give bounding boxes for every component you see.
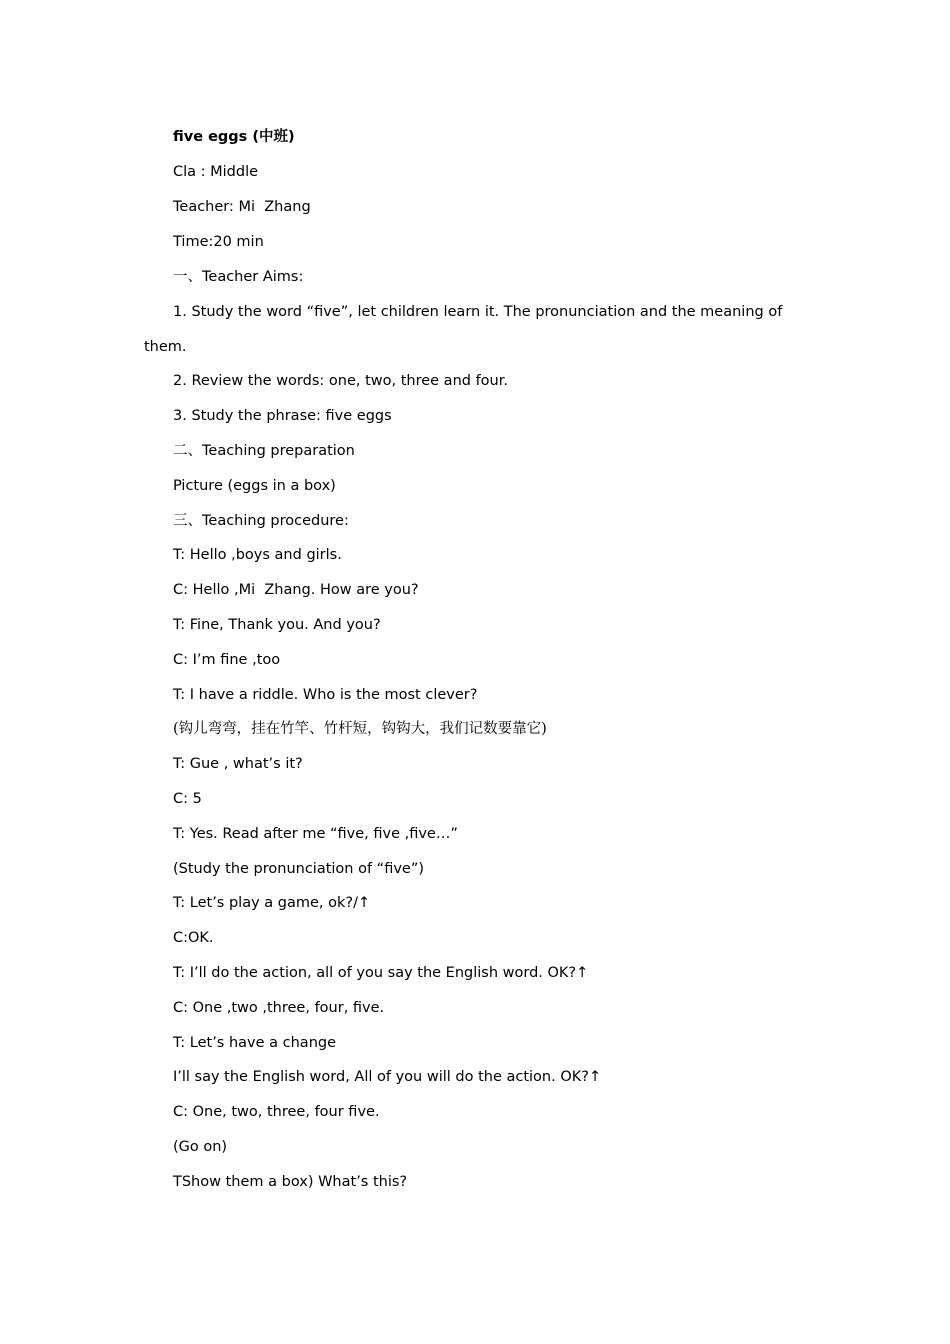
- dialogue-line: C: Hello ,Mi Zhang. How are you?: [173, 582, 419, 598]
- aim-item-2: 2. Review the words: one, two, three and four.: [173, 373, 508, 389]
- document-title: five eggs (中班): [173, 129, 295, 145]
- riddle-text: (钩儿弯弯，挂在竹竿、竹杆短，钩钩大，我们记数要靠它): [173, 721, 547, 737]
- dialogue-line: C: One, two, three, four five.: [173, 1104, 380, 1120]
- section-heading-preparation: 二、Teaching preparation: [173, 443, 355, 459]
- teacher-line: Teacher: Mi Zhang: [173, 199, 311, 215]
- class-line: Cla : Middle: [173, 164, 259, 180]
- dialogue-line: C: One ,two ,three, four, five.: [173, 1000, 385, 1016]
- section-heading-aims: 一、Teacher Aims:: [173, 269, 304, 285]
- dialogue-line: T: Hello ,boys and girls.: [173, 547, 342, 563]
- dialogue-line: I’ll say the English word, All of you will do the action. OK?↑: [173, 1069, 602, 1085]
- dialogue-line: T: Gue , what’s it?: [173, 756, 303, 772]
- dialogue-line: T: Let’s have a change: [173, 1035, 337, 1051]
- aim-item-3: 3. Study the phrase: five eggs: [173, 408, 392, 424]
- dialogue-line: TShow them a box) What’s this?: [173, 1174, 408, 1190]
- aim-item-1: 1. Study the word “five”, let children learn it. The pronunciation and the meaning of: [173, 304, 783, 320]
- dialogue-line: T: I’ll do the action, all of you say the English word. OK?↑: [173, 965, 589, 981]
- dialogue-line: T: Fine, Thank you. And you?: [173, 617, 381, 633]
- dialogue-line: C:OK.: [173, 930, 214, 946]
- preparation-item: Picture (eggs in a box): [173, 478, 336, 494]
- stage-note: (Study the pronunciation of “five”): [173, 861, 424, 877]
- dialogue-line: T: I have a riddle. Who is the most clever?: [173, 687, 478, 703]
- dialogue-line: C: I’m fine ,too: [173, 652, 281, 668]
- section-heading-procedure: 三、Teaching procedure:: [173, 513, 349, 529]
- dialogue-line: C: 5: [173, 791, 202, 807]
- dialogue-line: T: Yes. Read after me “five, five ,five…”: [173, 826, 458, 842]
- time-line: Time:20 min: [173, 234, 264, 250]
- stage-note: (Go on): [173, 1139, 228, 1155]
- aim-item-1-continuation: them.: [144, 339, 187, 355]
- dialogue-line: T: Let’s play a game, ok?/↑: [173, 895, 371, 911]
